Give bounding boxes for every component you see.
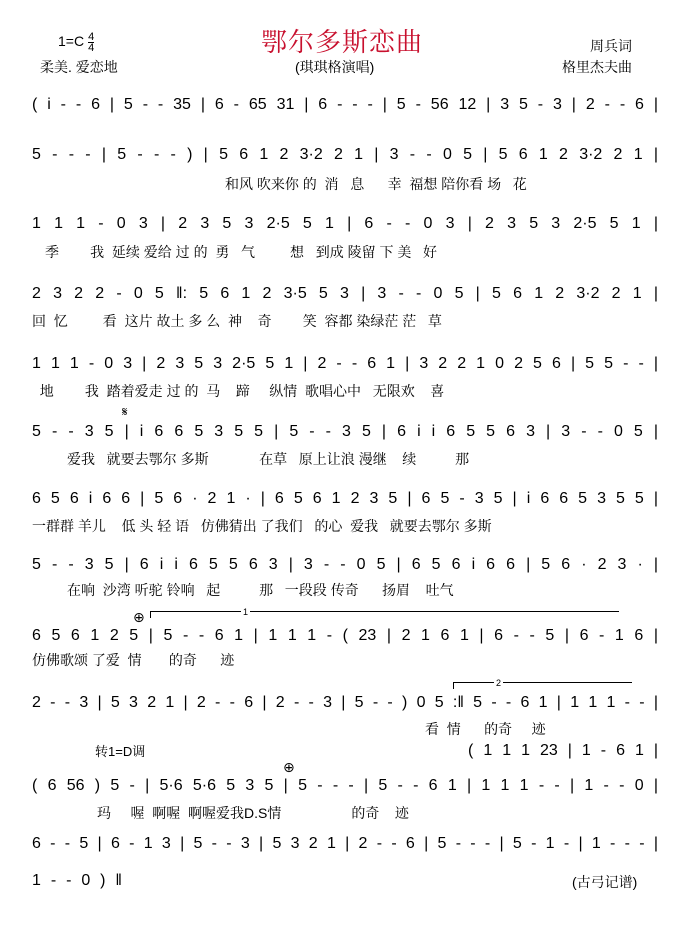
lyrics-line-9: 仿佛歌颂 了爱 情 的奇 迹 — [32, 652, 235, 668]
lyrics-line-7: 一群群 羊儿 低 头 轻 语 仿佛猜出 了我们 的心 爱我 就要去鄂尔 多斯 — [32, 518, 492, 534]
song-title: 鄂尔多斯恋曲 — [260, 27, 423, 57]
segno-sign: 𝄋 — [122, 404, 128, 419]
notation-line-6: 5 - - 3 5 | i 6 6 5 3 5 5 | 5 - - 3 5 | 6 i i 6 5 5 6 3 | 3 - - 0 5 | — [32, 423, 658, 440]
notation-line-5: 1 1 1 - 0 3 | 2 3 5 3 2·5 5 1 | 2 - - 6 1 | 3 2 2 1 0 2 5 6 | 5 5 - - | — [32, 355, 658, 372]
singer: (琪琪格演唱) — [295, 59, 375, 75]
lyrics-line-12: 玛 喔 啊喔 啊喔爱我D.S情 的奇 迹 — [97, 805, 409, 821]
style-marking: 柔美. 爱恋地 — [40, 59, 118, 75]
notation-line-3: 1 1 1 - 0 3 | 2 3 5 3 2·5 5 1 | 6 - - 0 3 | 2 3 5 3 2·5 5 1 | — [32, 215, 658, 232]
lyricist: 周兵词 — [590, 38, 632, 54]
volta-2-label: 2 — [496, 678, 502, 688]
volta-bracket-1 — [150, 607, 619, 618]
transcriber-credit: (古弓记谱) — [572, 874, 638, 890]
notation-line-4: 2 3 2 2 - 0 5 ‖: 5 6 1 2 3·5 5 3 | 3 - - 0 5 | 5 6 1 2 3·2 2 1 | — [32, 285, 658, 302]
notation-line-9: 6 5 6 1 2 5 | 5 - - 6 1 | 1 1 1 - ( 23 | 2 1 6 1 | 6 - - 5 | 6 - 1 6 | — [32, 627, 658, 644]
lyrics-line-5: 地 我 踏着爱走 过 的 马 蹄 纵情 歌唱心中 无限欢 喜 — [32, 383, 445, 399]
notation-line-7: 6 5 6 i 6 6 | 5 6 · 2 1 · | 6 5 6 1 2 3 5 | 6 5 - 3 5 | i 6 6 5 3 5 5 | — [32, 490, 658, 507]
modulation-mark: 转1=D调 — [95, 744, 146, 759]
lyrics-line-4: 回 忆 看 这片 故土 多 么 神 奇 笑 容都 染绿茫 茫 草 — [32, 313, 442, 329]
lyrics-line-10: 看 情 的奇 迹 — [425, 721, 546, 737]
coda-sign-2: ⊕ — [283, 759, 295, 775]
notation-line-10: 2 - - 3 | 5 3 2 1 | 2 - - 6 | 2 - - 3 | 5 - - ) 0 5 :‖ 5 - - 6 1 | 1 1 1 - - | — [32, 694, 658, 711]
composer: 格里杰夫曲 — [562, 59, 632, 75]
notation-line-8: 5 - - 3 5 | 6 i i 6 5 5 6 3 | 3 - - 0 5 | 6 5 6 i 6 6 | 5 6 · 2 3 · | — [32, 556, 658, 573]
time-bottom: 4 — [88, 42, 95, 54]
notation-line-11: ( 1 1 1 23 | 1 - 6 1 | — [468, 742, 658, 759]
lyrics-line-8: 在响 沙湾 听驼 铃响 起 那 一段段 传奇 扬眉 吐气 — [32, 582, 454, 598]
notation-line-1: ( i - - 6 | 5 - - 35 | 6 - 65 31 | 6 - - - | 5 - 56 12 | 3 5 - 3 | 2 - - 6 | — [32, 96, 658, 113]
volta-bracket-2 — [453, 678, 632, 689]
lyrics-line-6: 爱我 就要去鄂尔 多斯 在草 原上让浪 漫继 续 那 — [32, 451, 470, 467]
notation-line-13: 6 - - 5 | 6 - 1 3 | 5 - - 3 | 5 3 2 1 | 2 - - 6 | 5 - - - | 5 - 1 - | 1 - - - | — [32, 835, 658, 852]
lyrics-line-2: 和风 吹来你 的 消 息 幸 福想 陪你看 场 花 — [225, 176, 527, 192]
volta-1-label: 1 — [243, 607, 249, 617]
notation-line-14: 1 - - 0 ) ‖ — [32, 872, 122, 889]
coda-sign: ⊕ — [133, 609, 145, 625]
time-top: 4 — [88, 31, 95, 43]
key-label: 1=C — [58, 33, 85, 50]
notation-line-12: ( 6 56 ) 5 - | 5·6 5·6 5 3 5 | 5 - - - | 5 - - 6 1 | 1 1 1 - - | 1 - - 0 | — [32, 777, 658, 794]
notation-line-2: 5 - - - | 5 - - - ) | 5 6 1 2 3·2 2 1 | 3 - - 0 5 | 5 6 1 2 3·2 2 1 | — [32, 146, 658, 163]
lyrics-line-3: 季 我 延续 爱给 过 的 勇 气 想 到成 陵留 下 美 好 — [45, 244, 438, 260]
